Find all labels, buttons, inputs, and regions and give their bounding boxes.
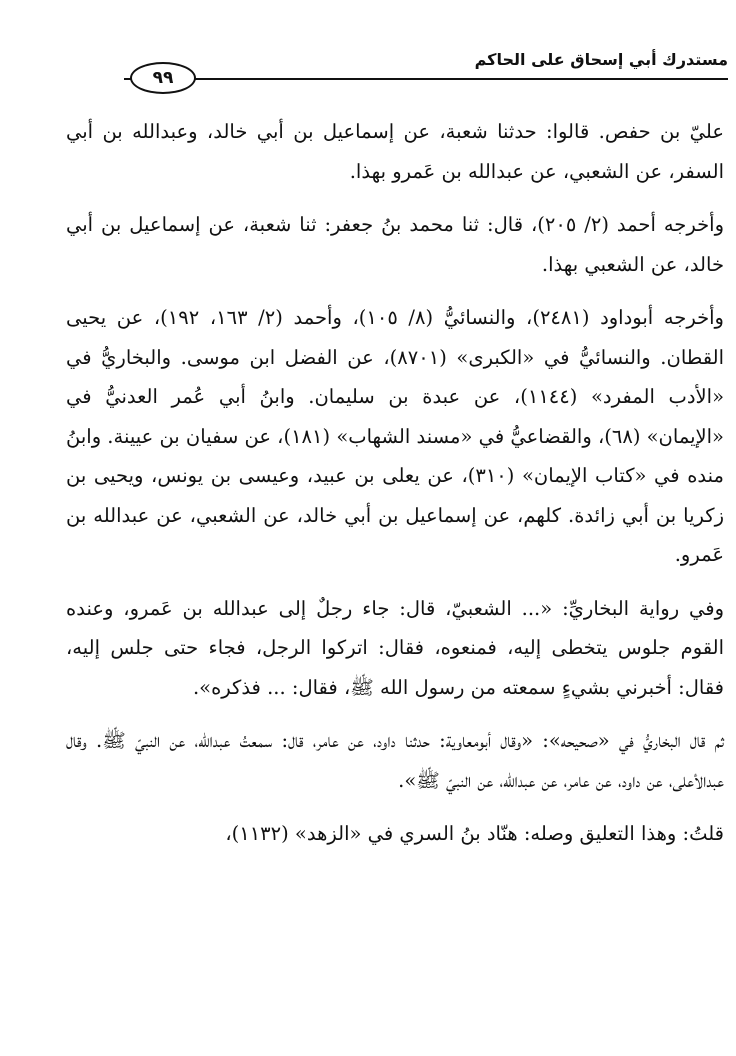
paragraph: عليّ بن حفص. قالوا: حدثنا شعبة، عن إسماعيل بن أبي خالد، وعبدالله بن أبي السفر، عن الشعبي، عن عبدالله بن عَمرو بهذا. xyxy=(66,120,724,183)
page-number: ٩٩ xyxy=(130,62,196,94)
paragraph: وفي رواية البخاريِّ: «... الشعبيّ، قال: جاء رجلٌ إلى عبدالله بن عَمرو، وعنده القوم جلوس يتخطى إليه، فمنعوه، فقال: اتركوا الرجل، فجاء حتى جلس إليه، فقال: أخبرني بشيءٍ سمعته من رسول الله ﷺ، فقال: ... فذكره». xyxy=(66,596,724,699)
page-body xyxy=(66,112,724,854)
book-title: مستدرك أبي إسحاق على الحاكم xyxy=(474,50,728,69)
page-header xyxy=(66,44,728,96)
paragraph: ثم قال البخاريُّ في «صحيحه»: «وقال أبومعاوية: حدثنا داود، عن عامر، قال: سمعتُ عبدالله، عن النبيّ ﷺ. وقال عبدالأعلى، عن داود، عن عامر، عن عبدالله، عن النبيّ ﷺ». xyxy=(66,729,724,792)
paragraph: وأخرجه أبوداود (٢٤٨١)، والنسائيُّ (٨/ ١٠٥)، وأحمد (٢/ ١٦٣، ١٩٢)، عن يحيى القطان. والنسائيُّ في «الكبرى» (٨٧٠١)، عن الفضل ابن موسى. والبخاريُّ في «الأدب المفرد» (١١٤٤)، عن عبدة بن سليمان. وابنُ أبي عُمر العدنيُّ في «الإيمان» (٦٨)، والقضاعيُّ في «مسند الشهاب» (١٨١)، عن سفيان بن عيينة. وابنُ منده في «كتاب الإيمان» (٣١٠)، عن يعلى بن عبيد، وعيسى بن يونس، ويحيى بن زكريا بن أبي زائدة. كلهم، عن إسماعيل بن أبي خالد، عن الشعبي، عن عبدالله بن عَمرو. xyxy=(66,306,724,566)
paragraph: وأخرجه أحمد (٢/ ٢٠٥)، قال: ثنا محمد بنُ جعفر: ثنا شعبة، عن إسماعيل بن أبي خالد، عن الشعبي بهذا. xyxy=(66,213,724,276)
paragraph: قلتُ: وهذا التعليق وصله: هنّاد بنُ السري في «الزهد» (١١٣٢)، xyxy=(225,822,724,845)
header-rule xyxy=(124,78,728,80)
